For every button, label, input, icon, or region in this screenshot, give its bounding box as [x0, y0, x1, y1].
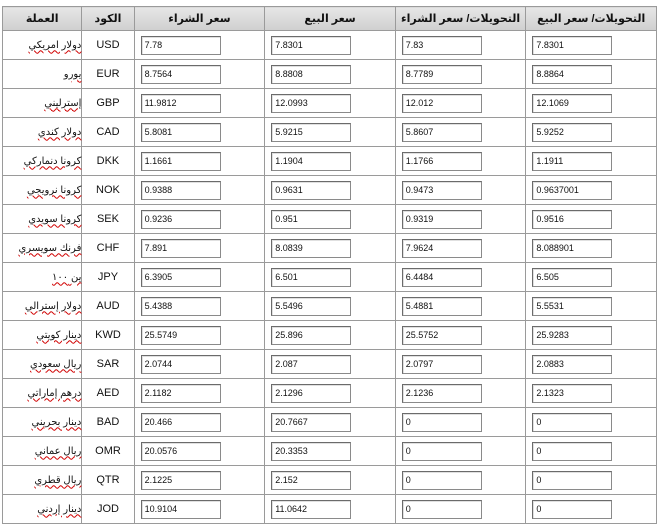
sell-rate-input[interactable]: [271, 384, 351, 403]
sell-rate-cell: [265, 31, 396, 60]
table-row: [3, 292, 657, 321]
transfer-buy-rate-input[interactable]: [402, 500, 482, 519]
table-row: [3, 408, 657, 437]
transfer-sell-rate-cell: [526, 466, 657, 495]
buy-rate-cell: [134, 408, 265, 437]
buy-rate-cell: [134, 437, 265, 466]
sell-rate-input[interactable]: [271, 36, 351, 55]
table-row: [3, 118, 657, 147]
currency-name: كرونا نرويجي: [3, 176, 82, 205]
currency-code: NOK: [82, 176, 134, 205]
currency-name: ريال سعودي: [3, 350, 82, 379]
currency-name: درهم إماراتي: [3, 379, 82, 408]
transfer-buy-rate-input[interactable]: [402, 210, 482, 229]
sell-rate-input[interactable]: [271, 268, 351, 287]
currency-code: SEK: [82, 205, 134, 234]
transfer-buy-rate-cell: [395, 263, 526, 292]
sell-rate-cell: [265, 147, 396, 176]
transfer-buy-rate-cell: [395, 437, 526, 466]
transfer-buy-rate-cell: [395, 321, 526, 350]
currency-code: QTR: [82, 466, 134, 495]
buy-rate-input[interactable]: [141, 65, 221, 84]
currency-name: دينار بحريني: [3, 408, 82, 437]
currency-name: ريال قطري: [3, 466, 82, 495]
currency-name: دينار كويتي: [3, 321, 82, 350]
transfer-buy-rate-input[interactable]: [402, 326, 482, 345]
sell-rate-input[interactable]: [271, 355, 351, 374]
table-row: [3, 176, 657, 205]
transfer-buy-rate-input[interactable]: [402, 36, 482, 55]
transfer-sell-rate-input[interactable]: [532, 442, 612, 461]
exchange-rates-panel: [2, 6, 657, 524]
currency-code: AED: [82, 379, 134, 408]
sell-rate-input[interactable]: [271, 442, 351, 461]
transfer-sell-rate-cell: [526, 437, 657, 466]
currency-code: KWD: [82, 321, 134, 350]
sell-rate-cell: [265, 350, 396, 379]
transfer-sell-rate-input[interactable]: [532, 36, 612, 55]
transfer-buy-rate-cell: [395, 89, 526, 118]
buy-rate-input[interactable]: [141, 210, 221, 229]
transfer-sell-rate-input[interactable]: [532, 239, 612, 258]
transfer-sell-rate-cell: [526, 234, 657, 263]
buy-rate-input[interactable]: [141, 297, 221, 316]
buy-rate-input[interactable]: [141, 384, 221, 403]
transfer-sell-rate-cell: [526, 292, 657, 321]
transfer-sell-rate-cell: [526, 205, 657, 234]
transfer-buy-rate-input[interactable]: [402, 413, 482, 432]
currency-code: EUR: [82, 60, 134, 89]
buy-rate-cell: [134, 147, 265, 176]
currency-code: CAD: [82, 118, 134, 147]
table-row: [3, 205, 657, 234]
transfer-sell-rate-cell: [526, 31, 657, 60]
table-row: [3, 31, 657, 60]
buy-rate-input[interactable]: [141, 152, 221, 171]
buy-rate-cell: [134, 350, 265, 379]
sell-rate-input[interactable]: [271, 471, 351, 490]
buy-rate-input[interactable]: [141, 94, 221, 113]
header-transfer-buy: التحويلات/ سعر الشراء: [395, 7, 526, 31]
transfer-sell-rate-cell: [526, 321, 657, 350]
header-currency: العملة: [3, 7, 82, 31]
currency-code: DKK: [82, 147, 134, 176]
buy-rate-input[interactable]: [141, 355, 221, 374]
sell-rate-input[interactable]: [271, 500, 351, 519]
buy-rate-input[interactable]: [141, 413, 221, 432]
transfer-buy-rate-cell: [395, 466, 526, 495]
buy-rate-cell: [134, 60, 265, 89]
transfer-buy-rate-input[interactable]: [402, 268, 482, 287]
currency-code: GBP: [82, 89, 134, 118]
buy-rate-cell: [134, 234, 265, 263]
table-header-row: [3, 7, 657, 31]
transfer-sell-rate-input[interactable]: [532, 94, 612, 113]
sell-rate-input[interactable]: [271, 239, 351, 258]
currency-name: دينار إردني: [3, 495, 82, 524]
sell-rate-input[interactable]: [271, 413, 351, 432]
currency-name: إسترليني: [3, 89, 82, 118]
sell-rate-cell: [265, 263, 396, 292]
buy-rate-cell: [134, 118, 265, 147]
buy-rate-input[interactable]: [141, 326, 221, 345]
table-row: [3, 147, 657, 176]
currency-code: SAR: [82, 350, 134, 379]
buy-rate-input[interactable]: [141, 239, 221, 258]
header-transfer-sell: التحويلات/ سعر البيع: [526, 7, 657, 31]
sell-rate-input[interactable]: [271, 297, 351, 316]
currency-name: كرونا دنماركي: [3, 147, 82, 176]
currency-code: JOD: [82, 495, 134, 524]
header-code: الكود: [82, 7, 134, 31]
transfer-sell-rate-input[interactable]: [532, 326, 612, 345]
transfer-buy-rate-input[interactable]: [402, 384, 482, 403]
buy-rate-input[interactable]: [141, 471, 221, 490]
sell-rate-input[interactable]: [271, 94, 351, 113]
sell-rate-cell: [265, 176, 396, 205]
table-row: [3, 321, 657, 350]
transfer-buy-rate-input[interactable]: [402, 152, 482, 171]
sell-rate-input[interactable]: [271, 123, 351, 142]
sell-rate-cell: [265, 292, 396, 321]
transfer-sell-rate-input[interactable]: [532, 268, 612, 287]
transfer-buy-rate-cell: [395, 234, 526, 263]
currency-name: كرونا سويدي: [3, 205, 82, 234]
table-row: [3, 60, 657, 89]
transfer-sell-rate-input[interactable]: [532, 297, 612, 316]
buy-rate-cell: [134, 263, 265, 292]
transfer-buy-rate-cell: [395, 379, 526, 408]
sell-rate-cell: [265, 437, 396, 466]
buy-rate-cell: [134, 205, 265, 234]
buy-rate-cell: [134, 379, 265, 408]
sell-rate-cell: [265, 89, 396, 118]
transfer-sell-rate-cell: [526, 89, 657, 118]
transfer-buy-rate-input[interactable]: [402, 65, 482, 84]
sell-rate-cell: [265, 321, 396, 350]
transfer-sell-rate-input[interactable]: [532, 471, 612, 490]
buy-rate-input[interactable]: [141, 123, 221, 142]
sell-rate-cell: [265, 205, 396, 234]
transfer-sell-rate-input[interactable]: [532, 413, 612, 432]
currency-code: JPY: [82, 263, 134, 292]
transfer-sell-rate-cell: [526, 263, 657, 292]
transfer-buy-rate-input[interactable]: [402, 355, 482, 374]
exchange-rates-table: [2, 6, 657, 524]
currency-code: CHF: [82, 234, 134, 263]
transfer-buy-rate-cell: [395, 60, 526, 89]
currency-name: ريال عماني: [3, 437, 82, 466]
transfer-buy-rate-input[interactable]: [402, 297, 482, 316]
buy-rate-cell: [134, 176, 265, 205]
transfer-buy-rate-cell: [395, 147, 526, 176]
currency-code: USD: [82, 31, 134, 60]
transfer-sell-rate-cell: [526, 176, 657, 205]
table-row: [3, 350, 657, 379]
transfer-sell-rate-input[interactable]: [532, 181, 612, 200]
sell-rate-input[interactable]: [271, 210, 351, 229]
currency-name: يورو: [3, 60, 82, 89]
transfer-sell-rate-input[interactable]: [532, 152, 612, 171]
currency-code: AUD: [82, 292, 134, 321]
transfer-sell-rate-input[interactable]: [532, 65, 612, 84]
transfer-buy-rate-cell: [395, 205, 526, 234]
table-row: [3, 89, 657, 118]
currency-code: BAD: [82, 408, 134, 437]
transfer-buy-rate-cell: [395, 31, 526, 60]
header-buy: سعر الشراء: [134, 7, 265, 31]
transfer-buy-rate-input[interactable]: [402, 239, 482, 258]
table-row: [3, 466, 657, 495]
buy-rate-input[interactable]: [141, 442, 221, 461]
sell-rate-cell: [265, 60, 396, 89]
buy-rate-input[interactable]: [141, 268, 221, 287]
transfer-buy-rate-input[interactable]: [402, 181, 482, 200]
currency-name: دولار امريكي: [3, 31, 82, 60]
sell-rate-input[interactable]: [271, 326, 351, 345]
sell-rate-input[interactable]: [271, 181, 351, 200]
sell-rate-cell: [265, 234, 396, 263]
table-row: [3, 379, 657, 408]
transfer-buy-rate-input[interactable]: [402, 94, 482, 113]
transfer-sell-rate-input[interactable]: [532, 355, 612, 374]
sell-rate-cell: [265, 379, 396, 408]
transfer-buy-rate-cell: [395, 408, 526, 437]
transfer-sell-rate-cell: [526, 60, 657, 89]
table-row: [3, 234, 657, 263]
transfer-sell-rate-cell: [526, 147, 657, 176]
transfer-buy-rate-input[interactable]: [402, 471, 482, 490]
transfer-sell-rate-cell: [526, 408, 657, 437]
transfer-sell-rate-cell: [526, 379, 657, 408]
currency-name: ين ١٠٠: [3, 263, 82, 292]
transfer-buy-rate-input[interactable]: [402, 123, 482, 142]
transfer-sell-rate-input[interactable]: [532, 210, 612, 229]
sell-rate-input[interactable]: [271, 65, 351, 84]
transfer-buy-rate-input[interactable]: [402, 442, 482, 461]
transfer-sell-rate-cell: [526, 118, 657, 147]
buy-rate-input[interactable]: [141, 181, 221, 200]
transfer-buy-rate-cell: [395, 118, 526, 147]
buy-rate-input[interactable]: [141, 500, 221, 519]
sell-rate-cell: [265, 118, 396, 147]
sell-rate-input[interactable]: [271, 152, 351, 171]
table-row: [3, 437, 657, 466]
header-sell: سعر البيع: [265, 7, 396, 31]
sell-rate-cell: [265, 466, 396, 495]
buy-rate-cell: [134, 31, 265, 60]
table-row: [3, 263, 657, 292]
transfer-sell-rate-input[interactable]: [532, 123, 612, 142]
transfer-sell-rate-cell: [526, 350, 657, 379]
buy-rate-cell: [134, 321, 265, 350]
currency-name: دولار إسترالي: [3, 292, 82, 321]
buy-rate-cell: [134, 466, 265, 495]
buy-rate-cell: [134, 89, 265, 118]
sell-rate-cell: [265, 408, 396, 437]
transfer-buy-rate-cell: [395, 350, 526, 379]
currency-code: OMR: [82, 437, 134, 466]
currency-name: فرنك سويسري: [3, 234, 82, 263]
transfer-sell-rate-input[interactable]: [532, 500, 612, 519]
transfer-sell-rate-input[interactable]: [532, 384, 612, 403]
currency-name: دولار كندي: [3, 118, 82, 147]
transfer-buy-rate-cell: [395, 292, 526, 321]
buy-rate-cell: [134, 292, 265, 321]
transfer-buy-rate-cell: [395, 176, 526, 205]
buy-rate-input[interactable]: [141, 36, 221, 55]
